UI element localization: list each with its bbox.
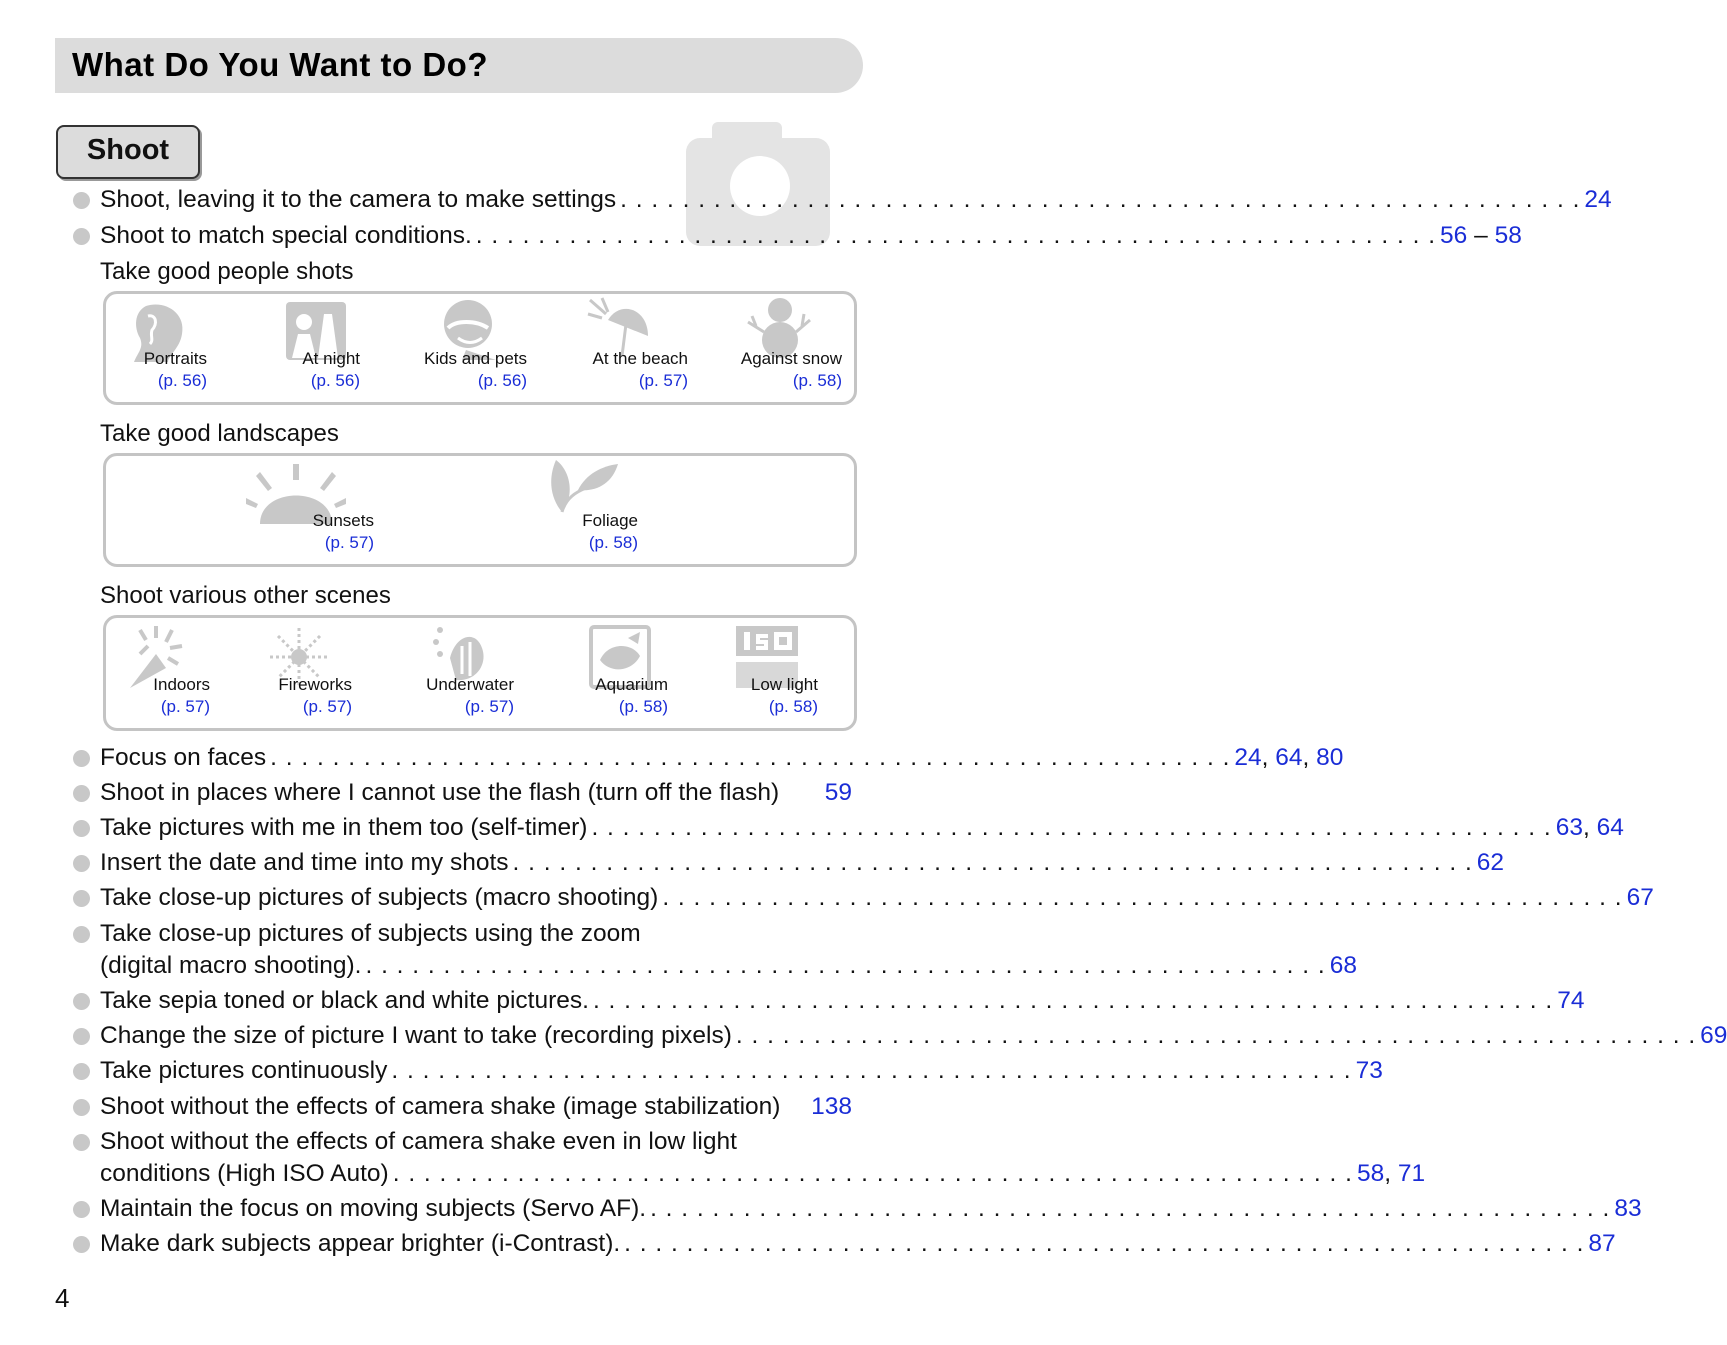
leader-dots: . . . . . . . . . . . . . . . . . . . . . . . . . . . . . . . . . . . . . . . . . . . . . . . . . . . . . . . . . . . . . . bbox=[735, 1022, 1697, 1049]
title-bar bbox=[55, 38, 863, 93]
scene-label: Underwater bbox=[426, 675, 514, 694]
page-title: What Do You Want to Do? bbox=[72, 46, 488, 83]
scene-label: Aquarium bbox=[595, 675, 668, 694]
list-item bbox=[100, 1193, 1642, 1225]
page-link[interactable]: 56 bbox=[1440, 222, 1468, 249]
section-tab-shoot bbox=[56, 125, 200, 179]
page-link[interactable]: (p. 58) bbox=[618, 697, 668, 716]
entry-text: (digital macro shooting). bbox=[100, 952, 362, 979]
leader-dots: . . . . . . . . . . . . . . . . . . . . . . . . . . . . . . . . . . . . . . . . . . . . . . . . . . . . . . . . . . . . . . bbox=[512, 849, 1473, 876]
bullet-icon bbox=[73, 855, 90, 872]
list-item bbox=[100, 847, 1505, 879]
bullet-icon bbox=[73, 890, 90, 907]
bullet-icon bbox=[73, 750, 90, 767]
list-item bbox=[100, 1020, 1727, 1052]
scene-portraits bbox=[106, 348, 207, 392]
entry-text: Shoot to match special conditions. bbox=[100, 222, 472, 249]
page-link[interactable]: 24 bbox=[1234, 744, 1262, 771]
list-item bbox=[100, 1228, 1616, 1260]
list-item bbox=[100, 918, 1357, 982]
leader-dots: . . . . . . . . . . . . . . . . . . . . . . . . . . . . . . . . . . . . . . . . . . . . . . . . . . . . . . . . . . . . . . bbox=[391, 1057, 1352, 1084]
entry-text: Shoot, leaving it to the camera to make settings bbox=[100, 186, 617, 213]
list-item: Shoot to match special conditions. . . . . . . . . . . . . . . . . . . . . . . . . . . . . . . . . . . . . . . . . . . . . . . . . . . . . . . . . . . . . . . 56 – 58 bbox=[100, 220, 852, 252]
list-item bbox=[100, 882, 1654, 914]
bullet-icon bbox=[73, 1201, 90, 1218]
scene-indoors bbox=[126, 674, 210, 718]
entry-text: Take pictures continuously bbox=[100, 1057, 388, 1084]
leader-dots: . . . . . . . . . . . . . . . . . . . . . . . . . . . . . . . . . . . . . . . . . . . . . . . . . . . . . . . . . . . . . . bbox=[392, 1160, 1353, 1187]
page-link[interactable]: 74 bbox=[1557, 987, 1585, 1014]
entry-text: Take close-up pictures of subjects (macro shooting) bbox=[100, 884, 659, 911]
bullet-icon bbox=[73, 1099, 90, 1116]
page-link[interactable]: (p. 58) bbox=[792, 371, 842, 390]
bullet-icon bbox=[73, 926, 90, 943]
bullet-icon bbox=[73, 192, 90, 209]
page-link[interactable]: 69 bbox=[1700, 1022, 1727, 1049]
bullet-icon bbox=[73, 820, 90, 837]
entry-text: Insert the date and time into my shots bbox=[100, 849, 509, 876]
leader-dots: . . . . . . . . . . . . . . . . . . . . . . . . . . . . . . . . . . . . . . . . . . . . . . . . . . . . . . . . . . . . . . bbox=[475, 222, 1437, 249]
scene-label: At the beach bbox=[592, 349, 688, 368]
scene-fireworks bbox=[266, 674, 352, 718]
page-link[interactable]: 62 bbox=[1476, 849, 1505, 876]
leader-dots: . . . . . . . . . . . . . . . . . . . . . . . . . . . . . . . . . . . . . . . . . . . . . . . . . . . . . . . . . . . . . . bbox=[365, 952, 1326, 979]
page-link[interactable]: 71 bbox=[1397, 1160, 1426, 1187]
list-item bbox=[100, 1055, 1383, 1087]
page-link[interactable]: 59 bbox=[824, 779, 852, 806]
scene-aquarium bbox=[576, 674, 668, 718]
bullet-icon bbox=[73, 228, 90, 245]
scene-kids-pets bbox=[406, 348, 527, 392]
entry-text: Maintain the focus on moving subjects (Servo AF). bbox=[100, 1195, 647, 1222]
entry-text: Make dark subjects appear brighter (i-Contrast). bbox=[100, 1230, 621, 1257]
bullet-icon bbox=[73, 1236, 90, 1253]
scene-label: Portraits bbox=[143, 349, 207, 368]
page-link[interactable]: 64 bbox=[1596, 814, 1624, 841]
scene-foliage bbox=[546, 510, 638, 554]
bullet-icon bbox=[73, 1063, 90, 1080]
page-link[interactable]: 138 bbox=[811, 1093, 852, 1120]
leader-dots: . . . . . . . . . . . . . . . . . . . . . . . . . . . . . . . . . . . . . . . . . . . . . . . . . . . . . . . . . . . . . . bbox=[620, 186, 1581, 213]
leader-dots: . . . . . . . . . . . . . . . . . . . . . . . . . . . . . . . . . . . . . . . . . . . . . . . . . . . . . . . . . . . . . . bbox=[270, 744, 1231, 771]
page-link[interactable]: (p. 57) bbox=[160, 697, 210, 716]
page-link[interactable]: (p. 57) bbox=[464, 697, 514, 716]
scene-label: Fireworks bbox=[278, 675, 352, 694]
leader-dots: . . . . . . . . . . . . . . . . . . . . . . . . . . . . . . . . . . . . . . . . . . . . . . . . . . . . . . . . . . . . . . bbox=[591, 814, 1552, 841]
scene-label: Indoors bbox=[153, 675, 210, 694]
page-link[interactable]: 63 bbox=[1555, 814, 1583, 841]
page-link[interactable]: 58 bbox=[1494, 222, 1522, 249]
page-link[interactable]: (p. 57) bbox=[324, 533, 374, 552]
bullet-icon bbox=[73, 993, 90, 1010]
bullet-icon bbox=[73, 1134, 90, 1151]
page-link[interactable]: 83 bbox=[1614, 1195, 1642, 1222]
page-link[interactable]: (p. 57) bbox=[302, 697, 352, 716]
entry-text: Focus on faces bbox=[100, 744, 267, 771]
entry-text: conditions (High ISO Auto) bbox=[100, 1160, 389, 1187]
page-link[interactable]: 68 bbox=[1329, 952, 1357, 979]
leader-dots: . . . . . . . . . . . . . . . . . . . . . . . . . . . . . . . . . . . . . . . . . . . . . . . . . . . . . . . . . . . . . . bbox=[662, 884, 1623, 911]
bullet-icon bbox=[73, 785, 90, 802]
list-item bbox=[100, 184, 1612, 216]
scene-low-light bbox=[736, 674, 818, 718]
list-item bbox=[100, 985, 1585, 1017]
page-link[interactable]: (p. 56) bbox=[477, 371, 527, 390]
page-link[interactable]: (p. 56) bbox=[157, 371, 207, 390]
section-label: Shoot bbox=[86, 134, 170, 166]
scene-box-people bbox=[103, 291, 857, 405]
scene-sunsets bbox=[246, 510, 374, 554]
scene-at-night bbox=[266, 348, 360, 392]
page-number: 4 bbox=[55, 1283, 70, 1313]
page-link[interactable]: (p. 56) bbox=[310, 371, 360, 390]
scene-box-other bbox=[103, 615, 857, 731]
entry-text: Take pictures with me in them too (self-timer) bbox=[100, 814, 588, 841]
entry-text: Shoot in places where I cannot use the flash (turn off the flash) bbox=[100, 779, 780, 806]
entry-text: Change the size of picture I want to take (recording pixels) bbox=[100, 1022, 732, 1049]
page-link[interactable]: 73 bbox=[1355, 1057, 1383, 1084]
page-link[interactable]: (p. 58) bbox=[588, 533, 638, 552]
list-item: Shoot without the effects of camera shake even in low light conditions (High ISO Auto) . . . . . . . . . . . . . . . . . . . . . . . . . . . . . . . . . . . . . . . . . . . . . . . . . . . . . . . . . . . . . . 58, 71 bbox=[100, 1126, 852, 1190]
subheading-other: Shoot various other scenes bbox=[100, 582, 391, 609]
page-link[interactable]: 67 bbox=[1626, 884, 1654, 911]
leader-dots: . . . . . . . . . . . . . . . . . . . . . . . . . . . . . . . . . . . . . . . . . . . . . . . . . . . . . . . . . . . . . . bbox=[592, 987, 1554, 1014]
entry-text: Shoot without the effects of camera shake (image stabilization) bbox=[100, 1093, 781, 1120]
page-link[interactable]: 58 bbox=[1356, 1160, 1385, 1187]
scene-label: Kids and pets bbox=[423, 349, 527, 368]
page-link[interactable]: 24 bbox=[1584, 186, 1612, 213]
list-item: Take pictures with me in them too (self-timer) . . . . . . . . . . . . . . . . . . . . . . . . . . . . . . . . . . . . . . . . . . . . . . . . . . . . . . . . . . . . . . 63, 64 bbox=[100, 812, 852, 844]
page-link[interactable]: 64 bbox=[1275, 744, 1303, 771]
scene-at-beach bbox=[576, 348, 688, 392]
leader-dots: . . . . . . . . . . . . . . . . . . . . . . . . . . . . . . . . . . . . . . . . . . . . . . . . . . . . . . . . . . . . . . bbox=[650, 1195, 1611, 1222]
scene-underwater bbox=[406, 674, 514, 718]
scene-label: Foliage bbox=[582, 511, 638, 530]
scene-label: Against snow bbox=[740, 349, 842, 368]
scene-label: Low light bbox=[750, 675, 818, 694]
page-link[interactable]: 80 bbox=[1316, 744, 1344, 771]
scene-box-landscapes bbox=[103, 453, 857, 567]
list-item: Focus on faces . . . . . . . . . . . . . . . . . . . . . . . . . . . . . . . . . . . . . . . . . . . . . . . . . . . . . . . . . . . . . . 24, 64, 80 bbox=[100, 742, 852, 774]
page-link[interactable]: (p. 58) bbox=[768, 697, 818, 716]
entry-text: Take sepia toned or black and white pictures. bbox=[100, 987, 589, 1014]
page-link[interactable]: 87 bbox=[1588, 1230, 1616, 1257]
list-item bbox=[100, 777, 852, 809]
scene-against-snow bbox=[726, 348, 842, 392]
leader-dots: . . . . . . . . . . . . . . . . . . . . . . . . . . . . . . . . . . . . . . . . . . . . . . . . . . . . . . . . . . . . . . bbox=[624, 1230, 1585, 1257]
entry-text: Take close-up pictures of subjects using the zoom bbox=[100, 920, 641, 947]
page-link[interactable]: (p. 57) bbox=[638, 371, 688, 390]
subheading-landscapes: Take good landscapes bbox=[100, 420, 339, 447]
bullet-icon bbox=[73, 1028, 90, 1045]
list-item bbox=[100, 1091, 852, 1123]
scene-label: At night bbox=[302, 349, 360, 368]
entry-text: Shoot without the effects of camera shake even in low light bbox=[100, 1128, 737, 1155]
scene-label: Sunsets bbox=[312, 511, 374, 530]
subheading-people: Take good people shots bbox=[100, 258, 354, 285]
